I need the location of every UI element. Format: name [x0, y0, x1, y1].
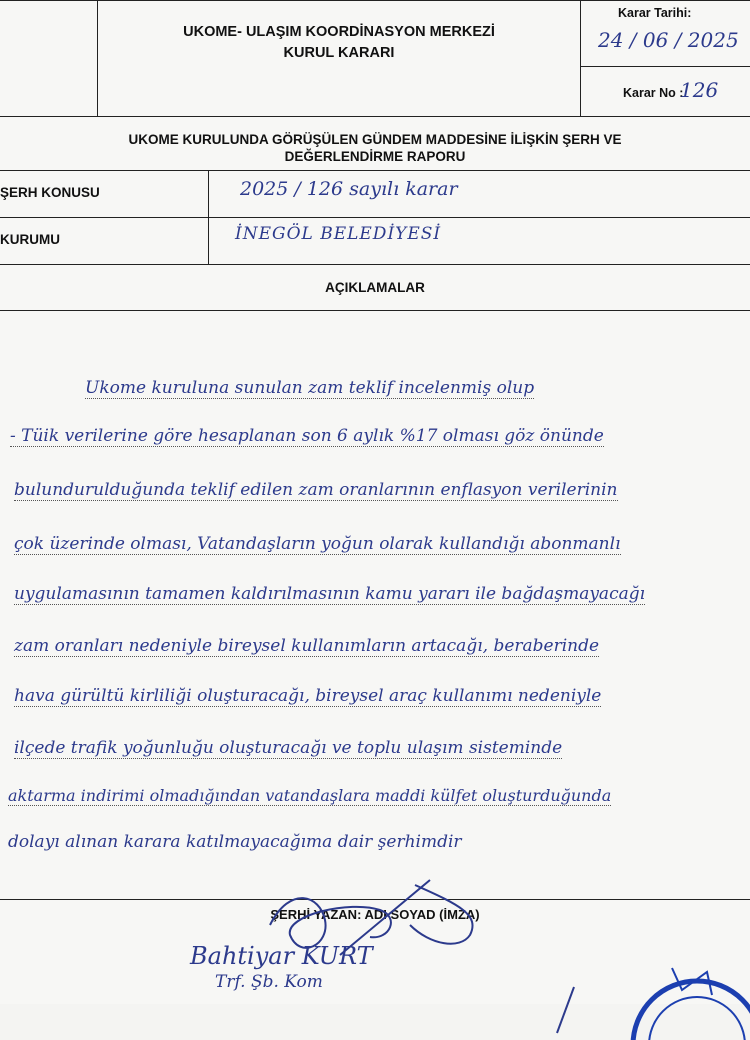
rule-top	[0, 0, 750, 1]
explanation-line: dolayı alınan karara katılmayacağıma dair şerhimdir	[8, 832, 462, 852]
explanations-heading: AÇIKLAMALAR	[325, 280, 425, 295]
explanation-line: aktarma indirimi olmadığından vatandaşlara maddi külfet oluşturduğunda	[8, 786, 612, 805]
rule-subject-bottom	[0, 217, 750, 218]
signature-label: ŞERHİ YAZAN: ADI SOYAD (İMZA)	[270, 907, 480, 922]
decision-date-label: Karar Tarihi:	[618, 6, 692, 20]
doc-title: KURUL KARARI	[283, 45, 395, 61]
institution-value: İNEGÖL BELEDİYESİ	[235, 224, 442, 244]
rule-header-split	[580, 66, 750, 67]
institution-label: KURUMU	[0, 232, 60, 247]
signer-name: Bahtiyar KURT	[190, 942, 373, 970]
signer-title: Trf. Şb. Kom	[215, 972, 323, 992]
official-stamp	[612, 960, 750, 1040]
subject-value: 2025 / 126 sayılı karar	[240, 178, 458, 200]
rule-institution-bottom	[0, 264, 750, 265]
rule-header-bottom	[0, 116, 750, 117]
explanation-line: - Tüik verilerine göre hesaplanan son 6 aylık %17 olması göz önünde	[10, 426, 604, 446]
explanation-line: ilçede trafik yoğunluğu oluşturacağı ve toplu ulaşım sisteminde	[14, 738, 563, 758]
explanation-line: zam oranları nedeniyle bireysel kullanımların artacağı, beraberinde	[14, 636, 600, 656]
report-title-line2: DEĞERLENDİRME RAPORU	[284, 149, 466, 164]
org-title: UKOME- ULAŞIM KOORDİNASYON MERKEZİ	[183, 24, 495, 40]
decision-no-value: 126	[680, 78, 719, 102]
report-title-line1: UKOME KURULUNDA GÖRÜŞÜLEN GÜNDEM MADDESİNE İLİŞKİN ŞERH VE	[128, 132, 622, 147]
explanation-line: Ukome kuruluna sunulan zam teklif incelenmiş olup	[85, 378, 535, 398]
explanation-line: çok üzerinde olması, Vatandaşların yoğun olarak kullandığı abonmanlı	[14, 534, 621, 554]
rule-header-right	[580, 0, 581, 116]
explanation-line: bulundurulduğunda teklif edilen zam oranlarının enflasyon verilerinin	[14, 480, 618, 500]
subject-label: ŞERH KONUSU	[0, 185, 100, 200]
pen-stroke	[552, 985, 582, 1035]
rule-subject-top	[0, 170, 750, 171]
rule-explanations	[0, 310, 750, 311]
explanation-line: hava gürültü kirliliği oluşturacağı, bireysel araç kullanımı nedeniyle	[14, 686, 602, 706]
explanation-line: uygulamasının tamamen kaldırılmasının kamu yararı ile bağdaşmayacağı	[14, 584, 646, 604]
decision-date-value: 24 / 06 / 2025	[598, 28, 739, 52]
rule-header-left	[97, 0, 98, 116]
decision-no-label: Karar No :	[623, 86, 684, 100]
